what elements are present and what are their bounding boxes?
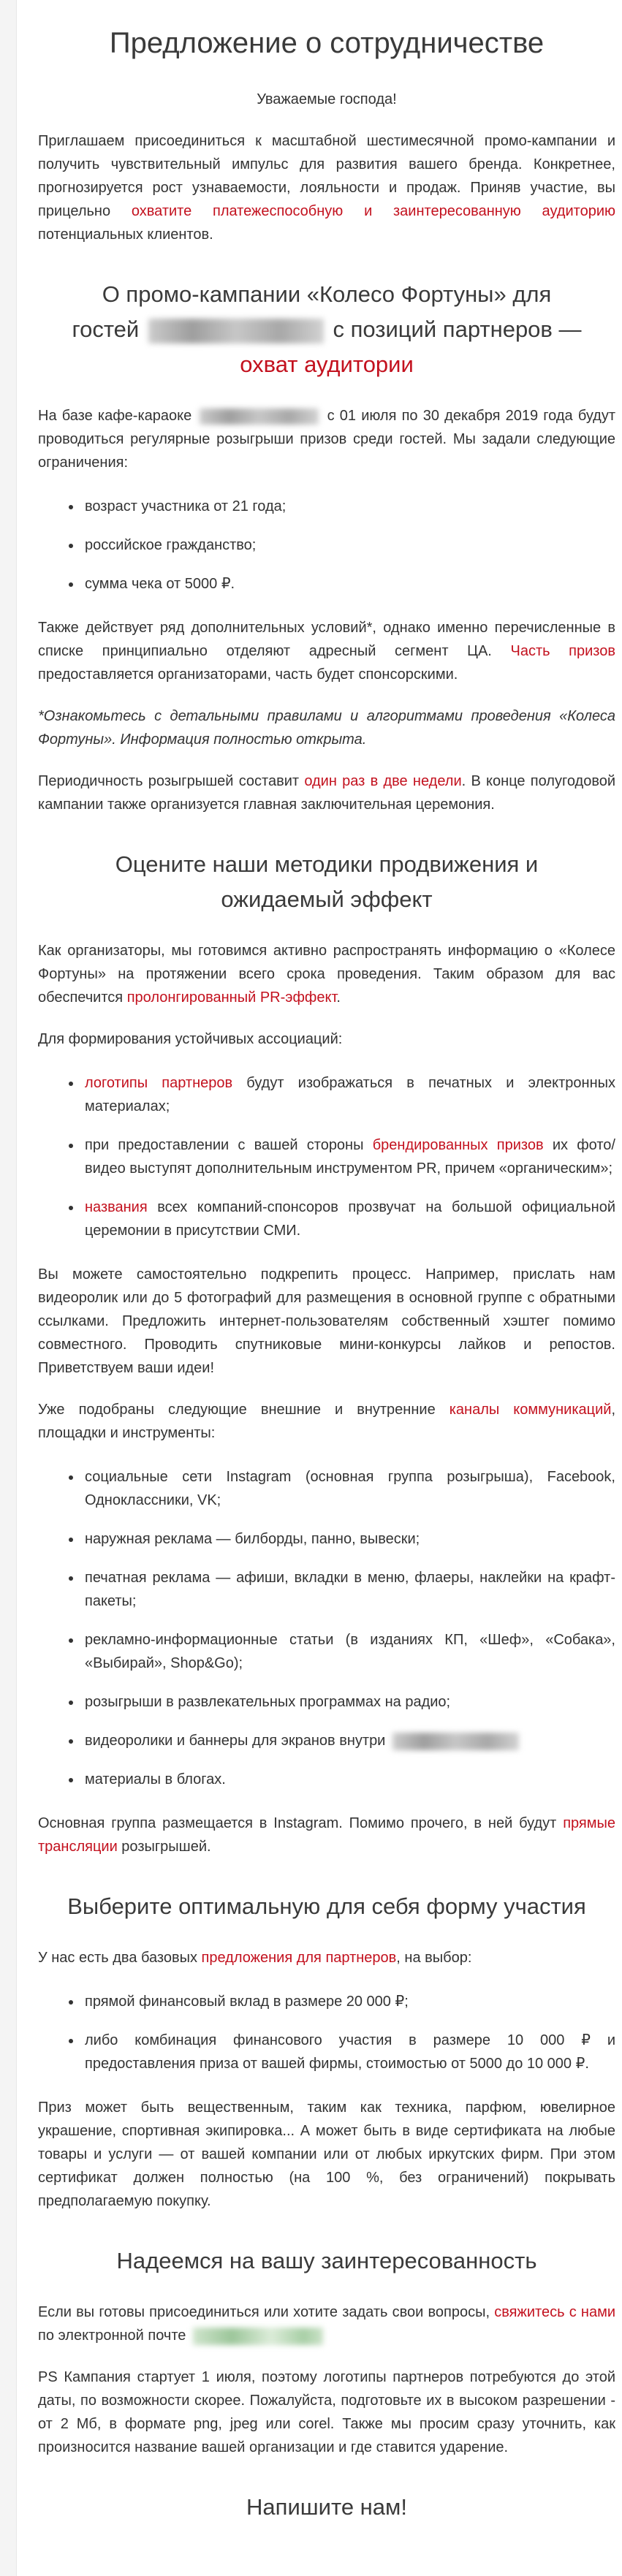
list-item [82,533,615,557]
redacted-text [392,1733,519,1750]
text-segment: социальные сети Instagram (основная группа розыгрыша), Facebook, Одноклассники, VK; [85,1469,615,1509]
emphasis-red: охват аудитории [240,352,414,378]
text-segment: будут изображаться в печатных и электронных материалах; [85,1075,615,1115]
text-segment: сумма чека от 5000 ₽. [85,576,235,593]
text-segment: , на выбор: [396,1950,472,1967]
paragraph [38,2096,615,2213]
text-segment: Также действует ряд дополнительных условий*, однако именно перечисленные в списке принципиально отделяют адресный сегмент ЦА. [38,620,615,660]
text-segment: Периодичность розыгрышей составит [38,773,305,790]
paragraph [38,2300,615,2347]
bullet-list [38,1071,615,1242]
document-title [38,25,615,61]
paragraph [38,1946,615,1969]
document-body [17,0,622,2576]
emphasis-red: предложения для партнеров [201,1950,397,1967]
text-segment: , площадки и инструменты: [38,1402,616,1442]
text-segment: На базе кафе-караоке [38,408,197,425]
text-segment: рекламно-информационные статьи (в изданиях КП, «Шеф», «Собака», «Выбирай», Shop&Go); [85,1632,615,1672]
emphasis-red: один раз в две недели [304,773,462,790]
text-segment: материалы в блогах. [85,1771,226,1788]
text-segment: потенциальных клиентов. [38,227,213,243]
list-item [82,1628,615,1675]
section-heading [67,2243,586,2279]
text-segment: Приглашаем присоединиться к масштабной шестимесячной промо-кампании и получить чувствительный импульс для развития вашего бренда. Конкретнее, прогнозируется рост узнаваемости, лояльности и продаж. Приняв участие, вы прицельно [38,133,615,219]
text-segment: наружная реклама — билборды, панно, вывески; [85,1531,420,1548]
emphasis-red: Часть призов [510,643,615,660]
paragraph [38,404,615,474]
text-segment: с позиций партнеров — [326,316,582,343]
section-heading [67,1889,586,1924]
emphasis-red: каналы коммуникаций [449,1402,612,1418]
text-segment: PS Кампания стартует 1 июля, поэтому логотипы партнеров потребуются до этой даты, по возможности скорее. Пожалуйста, подготовьте их в высоком разрешении - от 2 Мб, в формате png, jpeg или corel. Также мы просим сразу уточнить, как произносится название вашей организации и где ставится ударение. [38,2369,615,2456]
text-segment: с 01 июля по 30 декабря 2019 года будут проводиться регулярные розыгрыши призов среди гостей. Мы задали следующие ограничения: [38,408,616,471]
text-segment: *Ознакомьтесь с детальными правилами и алгоритмами проведения «Колеса Фортуны». Информация полностью открыта. [38,708,615,748]
text-segment: . В конце полугодовой кампании также организуется главная заключительная церемония. [38,773,616,813]
text-segment: всех компаний-спонсоров прозвучат на большой официальной церемонии в присутствии СМИ. [85,1199,615,1239]
closing-call-to-action [67,2490,586,2525]
list-item [82,1196,615,1242]
text-segment: Уважаемые господа! [257,91,397,107]
paragraph [38,1398,615,1445]
text-segment: видеоролики и баннеры для экранов внутри [85,1733,390,1749]
list-item [82,1990,615,2013]
list-item [82,572,615,596]
salutation [38,88,615,111]
emphasis-red: пролонгированный PR-эффект [126,989,337,1006]
list-item [82,495,615,518]
section-heading [67,277,586,382]
paragraph [38,129,615,246]
list-item [82,1566,615,1613]
text-segment: при предоставлении с вашей стороны [85,1137,373,1154]
text-segment: по электронной почте [38,2328,190,2344]
bullet-list [38,1465,615,1791]
text-segment: их фото/видео выступят дополнительным инструментом PR, причем «органическим»; [85,1137,615,1177]
text-segment: розыгрыши в развлекательных программах на радио; [85,1694,451,1711]
text-segment: Основная группа размещается в Instagram. Помимо прочего, в ней будут [38,1815,564,1832]
paragraph [38,1263,615,1380]
list-item [82,2029,615,2075]
section-heading [67,847,586,917]
text-segment: Напишите нам! [246,2494,407,2520]
text-segment: либо комбинация финансового участия в размере 10 000 ₽ и предоставления приза от вашей фирмы, стоимостью от 5000 до 10 000 ₽. [85,2032,615,2072]
list-item [82,1527,615,1551]
redacted-text [193,2328,323,2345]
text-segment: У нас есть два базовых [38,1950,202,1967]
text-segment: Для формирования устойчивых ассоциаций: [38,1031,343,1048]
list-item [82,1768,615,1791]
bullet-list [38,1990,615,2075]
list-item [82,1465,615,1512]
text-segment: . [336,989,341,1006]
text-segment: Уже подобраны следующие внешние и внутренние [38,1402,450,1418]
paragraph [38,1812,615,1858]
emphasis-red: брендированных призов [372,1137,544,1154]
paragraph [38,616,615,686]
emphasis-red: свяжитесь с нами [494,2304,615,2321]
text-segment: розыгрышей. [117,1839,211,1855]
bullet-list [38,495,615,596]
text-segment: Выберите оптимальную для себя форму участия [67,1893,586,1920]
text-segment: О промо-кампании «Колесо Фортуны» для гостей [72,281,552,343]
paragraph [38,939,615,1009]
paragraph [38,704,615,751]
paragraph [38,2366,615,2459]
text-segment: Вы можете самостоятельно подкрепить процесс. Например, прислать нам видеоролик или до 5 фотографий для размещения в основной группе с обратными ссылками. Предложить интернет-пользователям собственный хэштег помимо совместного. Проводить спутниковые мини-конкурсы лайков и репостов. Приветствуем ваши идеи! [38,1266,615,1377]
emphasis-red: прямые трансляции [38,1815,615,1855]
list-item [82,1133,615,1180]
text-segment: Предложение о сотрудничестве [109,27,545,59]
page-left-gutter [0,0,17,2576]
list-item [82,1729,615,1752]
list-item [82,1071,615,1118]
emphasis-red: охватите платежеспособную и заинтересованную аудиторию [131,203,615,219]
emphasis-red: названия [85,1199,148,1216]
text-segment: Надеемся на вашу заинтересованность [116,2248,537,2274]
emphasis-red: логотипы партнеров [85,1075,233,1092]
text-segment: возраст участника от 21 года; [85,498,287,515]
text-segment: Как организаторы, мы готовимся активно распространять информацию о «Колесе Фортуны» на протяжении всего срока проведения. Таким образом для вас обеспечится [38,943,615,1006]
text-segment: Приз может быть вещественным, таким как техника, парфюм, ювелирное украшение, спортивная экипировка... А может быть в виде сертификата на любые товары и услуги — от вашей компании или от любых иркутских фирм. При этом сертификат должен полностью (на 100 %, без ограничений) покрывать предполагаемую покупку. [38,2100,615,2210]
list-item [82,1690,615,1714]
text-segment: прямой финансовый вклад в размере 20 000 ₽; [85,1994,409,2010]
text-segment: Если вы готовы присоединиться или хотите задать свои вопросы, [38,2304,495,2321]
redacted-text [148,319,324,343]
paragraph [38,1027,615,1051]
text-segment: российское гражданство; [85,537,257,554]
text-segment: печатная реклама — афиши, вкладки в меню, флаеры, наклейки на крафт-пакеты; [85,1570,615,1610]
redacted-text [200,409,319,425]
paragraph [38,770,615,816]
text-segment: Оцените наши методики продвижения и ожидаемый эффект [115,851,539,913]
text-segment: предоставляется организаторами, часть будет спонсорскими. [38,666,458,683]
